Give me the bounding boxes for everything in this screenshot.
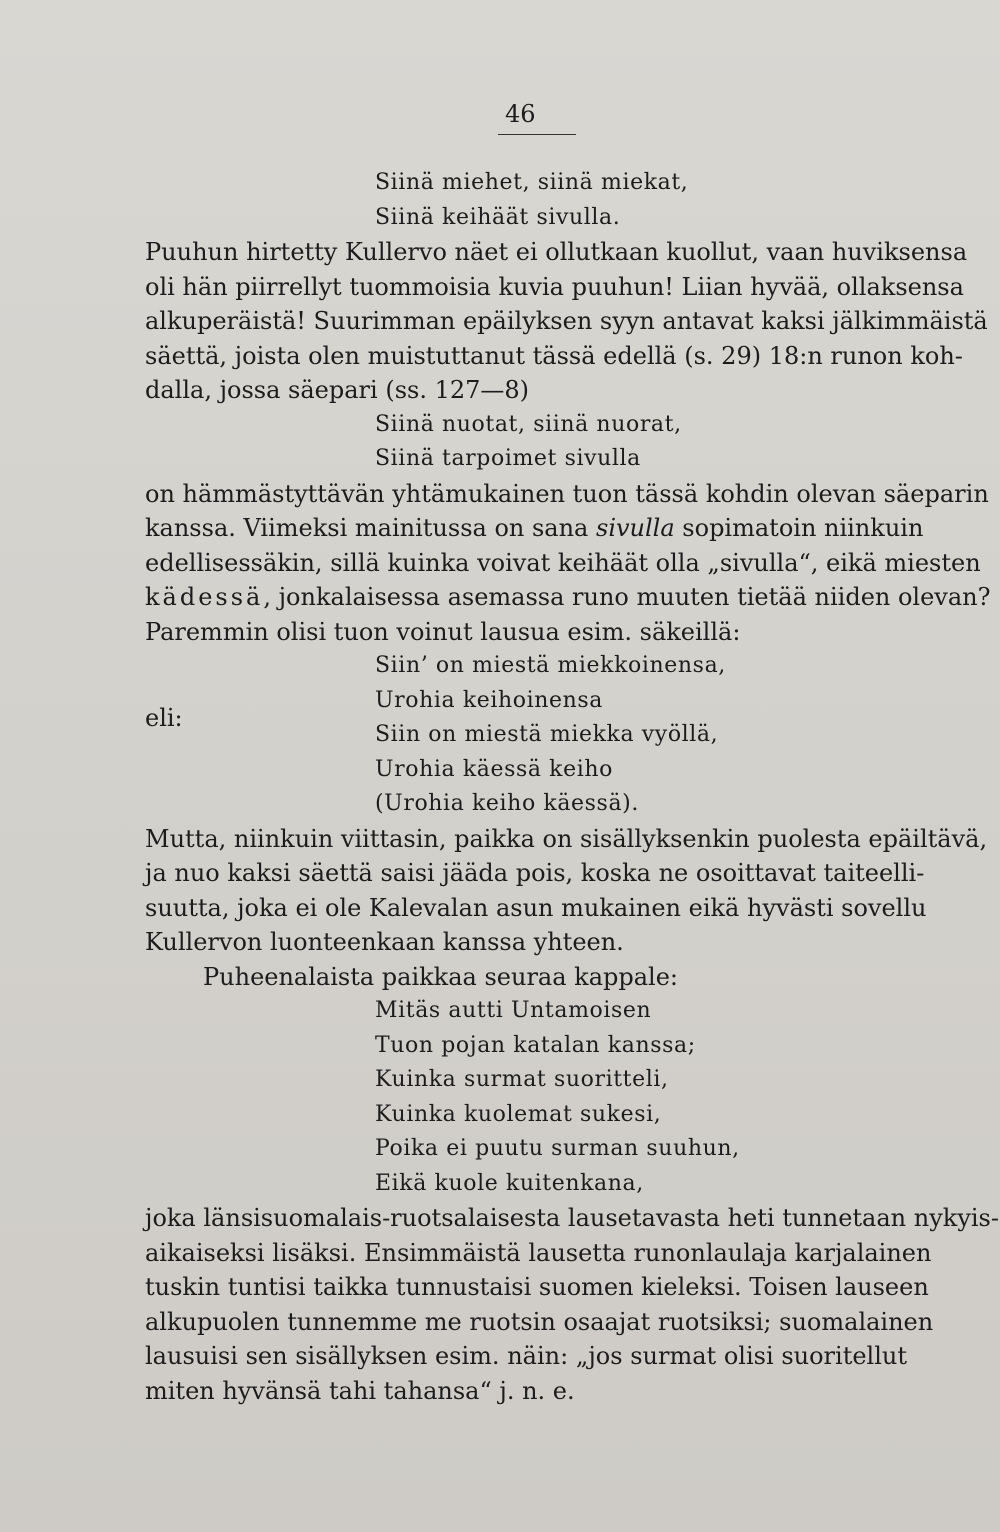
verse-line: Mitäs autti Untamoisen: [375, 998, 652, 1023]
verse-line: Siinä keihäät sivulla.: [375, 204, 621, 230]
text-segment: , jonkalaisessa asemassa runo muuten tietää niiden olevan?: [263, 583, 991, 611]
verse-block-2: [375, 408, 907, 477]
paragraph-2: [145, 477, 991, 650]
text-line: dalla, jossa säepari (ss. 127—8): [145, 376, 530, 404]
text-segment: sopimatoin niinkuin: [674, 514, 924, 542]
verse-line: Urohia keihoinensa: [375, 687, 604, 713]
text-line: miten hyvänsä tahi tahansa“ j. n. e.: [145, 1376, 575, 1405]
verse-line: Siinä tarpoimet sivulla: [375, 446, 641, 471]
text-line: säettä, joista olen muistuttanut tässä edellä (s. 29) 18:n runon koh-: [145, 341, 963, 370]
verse-line: Urohia käessä keiho: [375, 756, 613, 782]
page-body: [145, 166, 999, 1408]
header-rule: [498, 134, 576, 135]
paragraph-4: [145, 960, 907, 995]
verse-line: Kuinka surmat suoritteli,: [375, 1067, 669, 1092]
text-line: tuskin tuntisi taikka tunnustaisi suomen kieleksi. Toisen lauseen: [145, 1273, 929, 1301]
text-line: oli hän piirrellyt tuommoisia kuvia puuhun! Liian hyvää, ollaksensa: [145, 272, 964, 301]
text-line: suutta, joka ei ole Kalevalan asun mukainen eikä hyvästi sovellu: [145, 893, 927, 922]
text-line: on hämmästyttävän yhtämukainen tuon tässä kohdin olevan säeparin: [145, 479, 989, 508]
paragraph-5: [145, 1201, 999, 1408]
verse-line: Tuon pojan katalan kanssa;: [375, 1032, 696, 1058]
text-line: [145, 580, 991, 615]
text-line: lausuisi sen sisällyksen esim. näin: „jos surmat olisi suoritellut: [145, 1342, 907, 1370]
text-line: ja nuo kaksi säettä saisi jääda pois, koska ne osoittavat taiteelli-: [145, 859, 925, 887]
text-line: Puheenalaista paikkaa seuraa kappale:: [203, 962, 679, 991]
text-line: Kullervon luonteenkaan kanssa yhteen.: [145, 928, 624, 956]
text-line: alkupuolen tunnemme me ruotsin osaajat ruotsiksi; suomalainen: [145, 1307, 934, 1336]
verse-line: Kuinka kuolemat sukesi,: [375, 1101, 662, 1127]
text-line: Mutta, niinkuin viittasin, paikka on sisällyksenkin puolesta epäiltävä,: [145, 824, 988, 853]
text-line: [145, 511, 924, 546]
verse-block-1: [375, 166, 907, 235]
emphasized-word: sivulla: [596, 514, 675, 542]
text-line: edellisessäkin, sillä kuinka voivat keihäät olla „sivulla“, eikä miesten: [145, 548, 981, 577]
page-number: 46: [505, 100, 536, 128]
spaced-word: kädessä: [145, 583, 264, 611]
verse-line: Siin on miestä miekka vyöllä,: [375, 722, 719, 747]
verse-line: Siinä nuotat, siinä nuorat,: [375, 411, 682, 437]
verse-block-4: [375, 718, 718, 822]
eli-label: eli:: [145, 704, 183, 732]
text-line: Puuhun hirtetty Kullervo näet ei ollutkaan kuollut, vaan huviksensa: [145, 238, 968, 266]
verse-line: (Urohia keiho käessä).: [375, 791, 639, 816]
verse-line: Poika ei puutu surman suuhun,: [375, 1136, 740, 1161]
text-line: joka länsisuomalais-ruotsalaisesta lausetavasta heti tunnetaan nykyis-: [145, 1204, 999, 1232]
text-line: aikaiseksi lisäksi. Ensimmäistä lausetta runonlaulaja karjalainen: [145, 1238, 932, 1267]
text-segment: kanssa. Viimeksi mainitussa on sana: [145, 514, 596, 542]
eli-section: [145, 704, 907, 822]
verse-block-5: [375, 994, 907, 1201]
verse-line: Siin’ on miestä miekkoinensa,: [375, 653, 726, 678]
verse-line: Eikä kuole kuitenkana,: [375, 1170, 644, 1196]
paragraph-1: [145, 235, 988, 408]
paragraph-3: [145, 822, 988, 960]
verse-line: Siinä miehet, siinä miekat,: [375, 170, 689, 195]
text-line: alkuperäistä! Suurimman epäilyksen syyn antavat kaksi jälkimmäistä: [145, 307, 988, 335]
text-line: Paremmin olisi tuon voinut lausua esim. säkeillä:: [145, 617, 741, 646]
verse-block-3: [375, 649, 907, 718]
